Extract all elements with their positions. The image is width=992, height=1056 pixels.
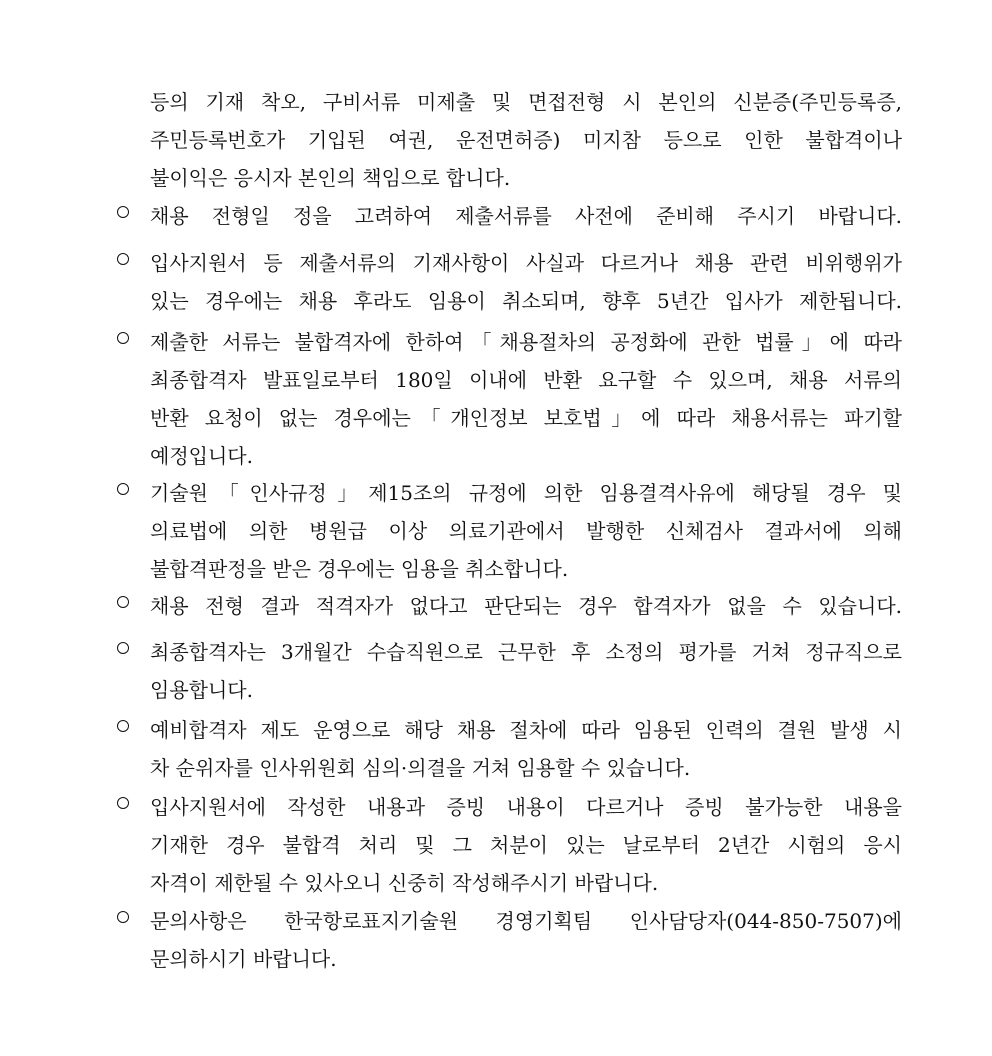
bullet-circle-icon <box>117 642 129 654</box>
continuation-paragraph <box>150 83 902 197</box>
text-line: 채용 전형일 정을 고려하여 제출서류를 사전에 준비해 주시기 바랍니다. <box>150 204 902 228</box>
bullet-circle-icon <box>117 332 129 344</box>
bullet-circle-icon <box>117 720 129 732</box>
bullet-circle-icon <box>117 911 129 923</box>
text-line: 반환 요청이 없는 경우에는「개인정보 보호법」에 따라 채용서류는 파기할 <box>150 406 902 430</box>
text-line: 있는 경우에는 채용 후라도 임용이 취소되며, 향후 5년간 입사가 제한됩니다. <box>150 289 902 313</box>
text-line: 불이익은 응시자 본인의 책임으로 합니다. <box>150 166 511 190</box>
bullet-circle-icon <box>117 253 129 265</box>
text-line: 기재한 경우 불합격 처리 및 그 처분이 있는 날로부터 2년간 시험의 응시 <box>150 833 902 857</box>
text-line: 자격이 제한될 수 있사오니 신중히 작성해주시기 바랍니다. <box>150 871 659 895</box>
text-line: 등의 기재 착오, 구비서류 미제출 및 면접전형 시 본인의 신분증(주민등록증, <box>150 90 902 114</box>
bullet-circle-icon <box>117 596 129 608</box>
text-line: 문의사항은 한국항로표지기술원 경영기획팀 인사담당자(044-850-7507)에 <box>150 909 902 933</box>
text-line: 의료법에 의한 병원급 이상 의료기관에서 발행한 신체검사 결과서에 의해 <box>150 519 902 543</box>
text-line: 차 순위자를 인사위원회 심의·의결을 거쳐 임용할 수 있습니다. <box>150 756 691 780</box>
text-line: 예정입니다. <box>150 444 253 468</box>
text-line: 채용 전형 결과 적격자가 없다고 판단되는 경우 합격자가 없을 수 있습니다. <box>150 594 902 618</box>
bullet-circle-icon <box>117 797 129 809</box>
text-line: 불합격판정을 받은 경우에는 임용을 취소합니다. <box>150 557 569 581</box>
text-line: 최종합격자 발표일로부터 180일 이내에 반환 요구할 수 있으며, 채용 서류의 <box>150 368 902 392</box>
text-line: 문의하시기 바랍니다. <box>150 947 337 971</box>
text-line: 주민등록번호가 기입된 여권, 운전면허증) 미지참 등으로 인한 불합격이나 <box>150 128 902 152</box>
text-line: 기술원「인사규정」제15조의 규정에 의한 임용결격사유에 해당될 경우 및 <box>150 481 902 505</box>
bullet-circle-icon <box>117 483 129 495</box>
text-line: 입사지원서 등 제출서류의 기재사항이 사실과 다르거나 채용 관련 비위행위가 <box>150 251 902 275</box>
text-line: 최종합격자는 3개월간 수습직원으로 근무한 후 소정의 평가를 거쳐 정규직으로 <box>150 640 902 664</box>
text-line: 입사지원서에 작성한 내용과 증빙 내용이 다르거나 증빙 불가능한 내용을 <box>150 795 902 819</box>
text-line: 예비합격자 제도 운영으로 해당 채용 절차에 따라 임용된 인력의 결원 발생 시 <box>150 718 902 742</box>
text-line: 임용합니다. <box>150 678 253 702</box>
bullet-circle-icon <box>117 206 129 218</box>
text-line: 제출한 서류는 불합격자에 한하여「채용절차의 공정화에 관한 법률」에 따라 <box>150 330 902 354</box>
